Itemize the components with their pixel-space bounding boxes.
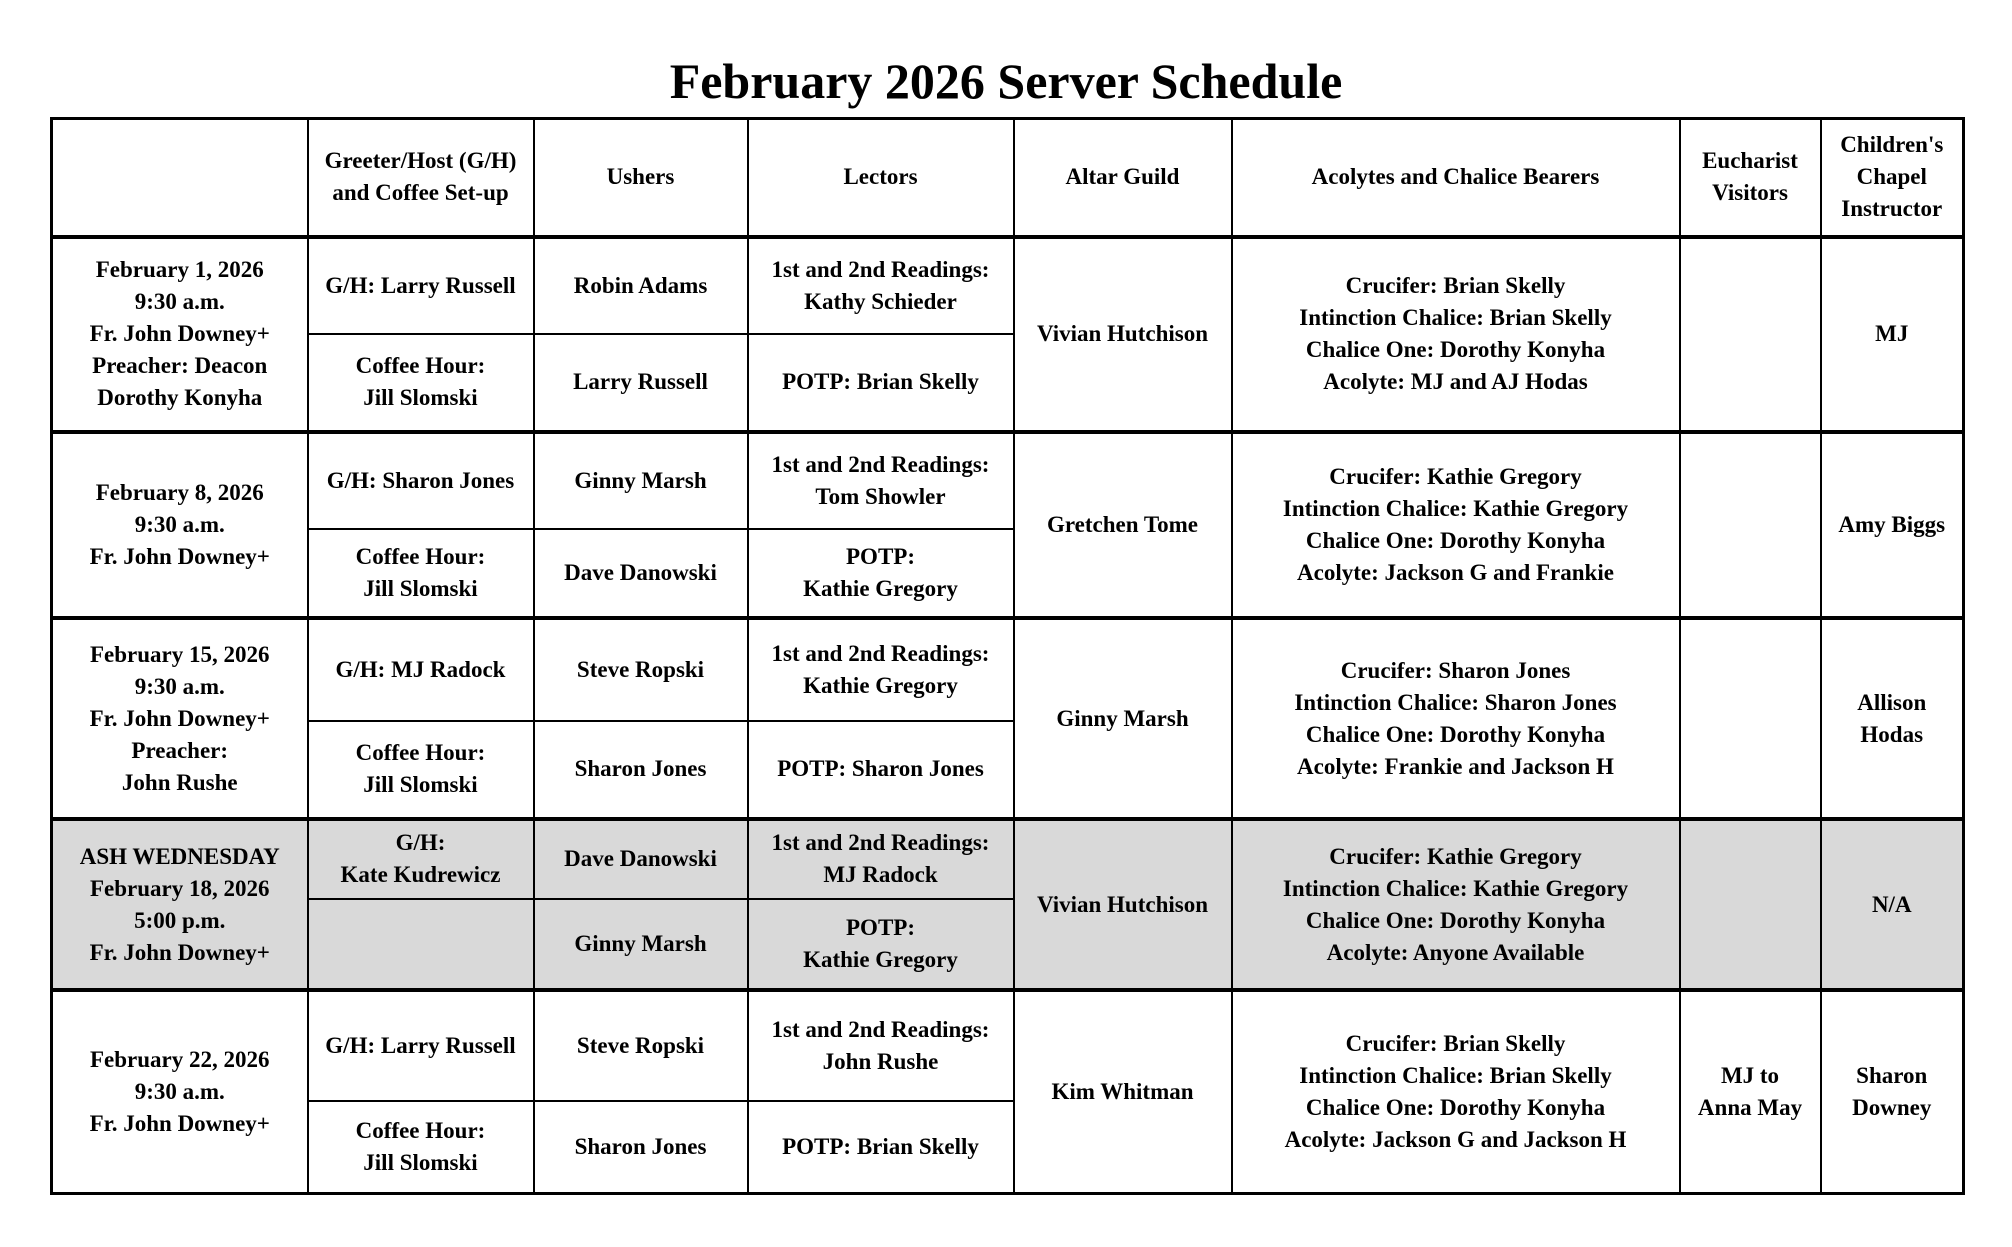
lector-readings-cell: [748, 237, 1014, 335]
greeter-cell-line: Kate Kudrewicz: [340, 862, 501, 888]
service-date-cell-line: Dorothy Konyha: [97, 385, 263, 411]
usher-cell-line: Dave Danowski: [564, 560, 717, 586]
service-date-cell-line: Fr. John Downey+: [89, 543, 270, 569]
usher-cell-line: Steve Ropski: [576, 1033, 705, 1059]
lector-potp-cell-line: POTP:: [846, 914, 915, 940]
coffee-hour-cell: [308, 334, 534, 432]
acolytes-cell-line: Intinction Chalice: Kathie Gregory: [1282, 875, 1629, 901]
coffee-hour-cell: [308, 899, 534, 991]
acolytes-cell: [1232, 432, 1680, 618]
acolytes-cell-line: Crucifer: Sharon Jones: [1340, 657, 1571, 683]
service-date-cell-line: February 22, 2026: [89, 1047, 270, 1073]
lector-readings-cell-line: MJ Radock: [823, 862, 938, 888]
acolytes-cell: [1232, 819, 1680, 990]
service-date-cell-line: 9:30 a.m.: [134, 511, 225, 537]
service-row: [52, 237, 1964, 335]
acolytes-cell-line: Crucifer: Kathie Gregory: [1329, 463, 1582, 489]
eucharist-visitors-cell: [1680, 819, 1821, 990]
childrens-chapel-cell-line: Downey: [1852, 1095, 1932, 1121]
acolytes-cell: [1232, 618, 1680, 819]
lector-potp-cell: [748, 334, 1014, 432]
lector-potp-cell: [748, 529, 1014, 618]
altar-guild-cell: [1014, 819, 1232, 990]
lector-potp-cell-line: Kathie Gregory: [803, 946, 958, 972]
greeter-cell-line: G/H: Larry Russell: [325, 1033, 516, 1059]
lector-potp-cell: [748, 899, 1014, 991]
childrens-chapel-cell-line: N/A: [1871, 891, 1912, 917]
childrens-chapel-cell-line: Sharon: [1856, 1063, 1928, 1089]
service-row: [52, 618, 1964, 721]
header-greeter: Greeter/Host (G/H) and Coffee Set-up: [308, 119, 534, 237]
altar-guild-cell-line: Vivian Hutchison: [1036, 891, 1209, 917]
service-date-cell-line: 9:30 a.m.: [134, 673, 225, 699]
coffee-hour-cell-line: Jill Slomski: [363, 385, 478, 411]
service-row: [52, 819, 1964, 898]
eucharist-visitors-cell: [1680, 618, 1821, 819]
usher-cell: [534, 334, 748, 432]
service-date-cell: [52, 618, 308, 819]
acolytes-cell: [1232, 990, 1680, 1193]
acolytes-cell-line: Intinction Chalice: Brian Skelly: [1299, 1063, 1612, 1089]
header-row: [52, 119, 1964, 237]
usher-cell-line: Sharon Jones: [574, 1133, 707, 1159]
coffee-hour-cell-line: Jill Slomski: [363, 576, 478, 602]
acolytes-cell-line: Chalice One: Dorothy Konyha: [1305, 1095, 1606, 1121]
usher-cell: [534, 618, 748, 721]
altar-guild-cell: [1014, 990, 1232, 1193]
usher-cell-line: Ginny Marsh: [574, 468, 707, 494]
childrens-chapel-cell-line: Allison: [1857, 689, 1927, 715]
header-eucharist-visitors: Eucharist Visitors: [1680, 119, 1821, 237]
usher-cell-line: Steve Ropski: [576, 656, 705, 682]
greeter-cell-line: G/H: MJ Radock: [335, 656, 506, 682]
schedule-body: [52, 237, 1964, 1194]
childrens-chapel-cell: [1821, 432, 1964, 618]
usher-cell: [534, 237, 748, 335]
greeter-cell: [308, 990, 534, 1101]
greeter-cell: [308, 237, 534, 335]
eucharist-visitors-cell-line: Anna May: [1697, 1095, 1803, 1121]
lector-potp-cell-line: POTP:: [846, 544, 915, 570]
service-date-cell-line: 9:30 a.m.: [134, 289, 225, 315]
usher-cell: [534, 529, 748, 618]
acolytes-cell: [1232, 237, 1680, 432]
childrens-chapel-cell-line: MJ: [1875, 321, 1909, 347]
acolytes-cell-line: Crucifer: Brian Skelly: [1345, 273, 1566, 299]
lector-readings-cell-line: Tom Showler: [815, 484, 946, 510]
altar-guild-cell-line: Ginny Marsh: [1056, 705, 1189, 731]
altar-guild-cell: [1014, 237, 1232, 432]
eucharist-visitors-cell-line: MJ to: [1720, 1063, 1780, 1089]
service-date-cell: [52, 432, 308, 618]
lector-readings-cell-line: Kathie Gregory: [803, 672, 958, 698]
acolytes-cell-line: Acolyte: Jackson G and Jackson H: [1284, 1127, 1627, 1153]
acolytes-cell-line: Chalice One: Dorothy Konyha: [1305, 337, 1606, 363]
service-date-cell-line: February 1, 2026: [95, 257, 264, 283]
coffee-hour-cell: [308, 721, 534, 820]
childrens-chapel-cell: [1821, 237, 1964, 432]
lector-potp-cell: [748, 721, 1014, 820]
acolytes-cell-line: Acolyte: MJ and AJ Hodas: [1323, 369, 1588, 395]
acolytes-cell-line: Intinction Chalice: Brian Skelly: [1299, 305, 1612, 331]
usher-cell: [534, 1101, 748, 1194]
service-date-cell-line: 5:00 p.m.: [134, 907, 226, 933]
lector-readings-cell-line: 1st and 2nd Readings:: [771, 256, 990, 282]
coffee-hour-cell-line: Coffee Hour:: [355, 1117, 486, 1143]
coffee-hour-cell-line: Coffee Hour:: [355, 353, 486, 379]
service-date-cell-line: Preacher: Deacon: [92, 353, 268, 379]
header-childrens-chapel: Children's Chapel Instructor: [1821, 119, 1964, 237]
lector-readings-cell-line: Kathy Schieder: [804, 288, 957, 314]
usher-cell-line: Ginny Marsh: [574, 930, 707, 956]
usher-cell: [534, 899, 748, 991]
lector-readings-cell-line: 1st and 2nd Readings:: [771, 830, 990, 856]
lector-readings-cell-line: 1st and 2nd Readings:: [771, 452, 990, 478]
acolytes-cell-line: Chalice One: Dorothy Konyha: [1305, 907, 1606, 933]
service-date-cell-line: Fr. John Downey+: [89, 705, 270, 731]
coffee-hour-cell: [308, 1101, 534, 1194]
header-acolytes: Acolytes and Chalice Bearers: [1232, 119, 1680, 237]
greeter-cell: [308, 618, 534, 721]
header-altar-guild: Altar Guild: [1014, 119, 1232, 237]
lector-readings-cell: [748, 618, 1014, 721]
server-schedule-table: [50, 117, 1965, 1195]
lector-readings-cell-line: 1st and 2nd Readings:: [771, 1017, 990, 1043]
greeter-cell: [308, 432, 534, 530]
coffee-hour-cell-line: Jill Slomski: [363, 772, 478, 798]
service-date-cell: [52, 819, 308, 990]
lector-potp-cell: [748, 1101, 1014, 1194]
usher-cell: [534, 721, 748, 820]
service-date-cell-line: 9:30 a.m.: [134, 1079, 225, 1105]
acolytes-cell-line: Chalice One: Dorothy Konyha: [1305, 527, 1606, 553]
usher-cell-line: Robin Adams: [573, 272, 708, 298]
eucharist-visitors-cell: [1680, 990, 1821, 1193]
altar-guild-cell: [1014, 618, 1232, 819]
eucharist-visitors-cell: [1680, 432, 1821, 618]
eucharist-visitors-cell: [1680, 237, 1821, 432]
service-date-cell-line: Fr. John Downey+: [89, 321, 270, 347]
childrens-chapel-cell: [1821, 819, 1964, 990]
header-ushers: Ushers: [534, 119, 748, 237]
page-title: February 2026 Server Schedule: [669, 53, 1343, 109]
lector-potp-cell-line: Kathie Gregory: [803, 576, 958, 602]
usher-cell: [534, 432, 748, 530]
greeter-cell-line: G/H: Sharon Jones: [326, 468, 515, 494]
altar-guild-cell-line: Kim Whitman: [1051, 1079, 1194, 1105]
service-date-cell: [52, 990, 308, 1193]
childrens-chapel-cell: [1821, 990, 1964, 1193]
greeter-cell-line: G/H:: [395, 830, 446, 856]
service-date-cell-line: John Rushe: [121, 769, 238, 795]
childrens-chapel-cell-line: Hodas: [1860, 721, 1924, 747]
usher-cell: [534, 990, 748, 1101]
service-date-cell-line: February 8, 2026: [95, 479, 264, 505]
service-date-cell-line: Fr. John Downey+: [89, 1111, 270, 1137]
acolytes-cell-line: Chalice One: Dorothy Konyha: [1305, 721, 1606, 747]
greeter-cell: [308, 819, 534, 898]
header-service: [52, 119, 308, 237]
service-date-cell-line: ASH WEDNESDAY: [79, 843, 280, 869]
lector-readings-cell-line: John Rushe: [822, 1049, 939, 1075]
altar-guild-cell: [1014, 432, 1232, 618]
coffee-hour-cell: [308, 529, 534, 618]
childrens-chapel-cell: [1821, 618, 1964, 819]
lector-readings-cell: [748, 990, 1014, 1101]
lector-potp-cell-line: POTP: Brian Skelly: [782, 369, 979, 395]
usher-cell-line: Dave Danowski: [564, 846, 717, 872]
coffee-hour-cell-line: Coffee Hour:: [355, 544, 486, 570]
altar-guild-cell-line: Vivian Hutchison: [1036, 321, 1209, 347]
service-date-cell-line: February 15, 2026: [89, 641, 270, 667]
usher-cell-line: Sharon Jones: [574, 756, 707, 782]
acolytes-cell-line: Crucifer: Kathie Gregory: [1329, 843, 1582, 869]
service-date-cell-line: February 18, 2026: [89, 875, 270, 901]
coffee-hour-cell-line: Coffee Hour:: [355, 740, 486, 766]
service-date-cell-line: Preacher:: [131, 737, 229, 763]
acolytes-cell-line: Acolyte: Jackson G and Frankie: [1297, 559, 1614, 585]
lector-potp-cell-line: POTP: Brian Skelly: [782, 1133, 979, 1159]
usher-cell-line: Larry Russell: [573, 369, 708, 395]
coffee-hour-cell-line: Jill Slomski: [363, 1149, 478, 1175]
acolytes-cell-line: Acolyte: Frankie and Jackson H: [1297, 753, 1614, 779]
childrens-chapel-cell-line: Amy Biggs: [1838, 511, 1946, 537]
lector-potp-cell-line: POTP: Sharon Jones: [777, 756, 984, 782]
lector-readings-cell: [748, 819, 1014, 898]
service-row: [52, 432, 1964, 530]
acolytes-cell-line: Crucifer: Brian Skelly: [1345, 1031, 1566, 1057]
greeter-cell-line: G/H: Larry Russell: [325, 272, 516, 298]
altar-guild-cell-line: Gretchen Tome: [1047, 511, 1198, 537]
usher-cell: [534, 819, 748, 898]
service-date-cell-line: Fr. John Downey+: [89, 939, 270, 965]
service-row: [52, 990, 1964, 1101]
service-date-cell: [52, 237, 308, 432]
header-lectors: Lectors: [748, 119, 1014, 237]
lector-readings-cell: [748, 432, 1014, 530]
acolytes-cell-line: Acolyte: Anyone Available: [1326, 939, 1585, 965]
lector-readings-cell-line: 1st and 2nd Readings:: [771, 640, 990, 666]
acolytes-cell-line: Intinction Chalice: Sharon Jones: [1294, 689, 1617, 715]
acolytes-cell-line: Intinction Chalice: Kathie Gregory: [1282, 495, 1629, 521]
